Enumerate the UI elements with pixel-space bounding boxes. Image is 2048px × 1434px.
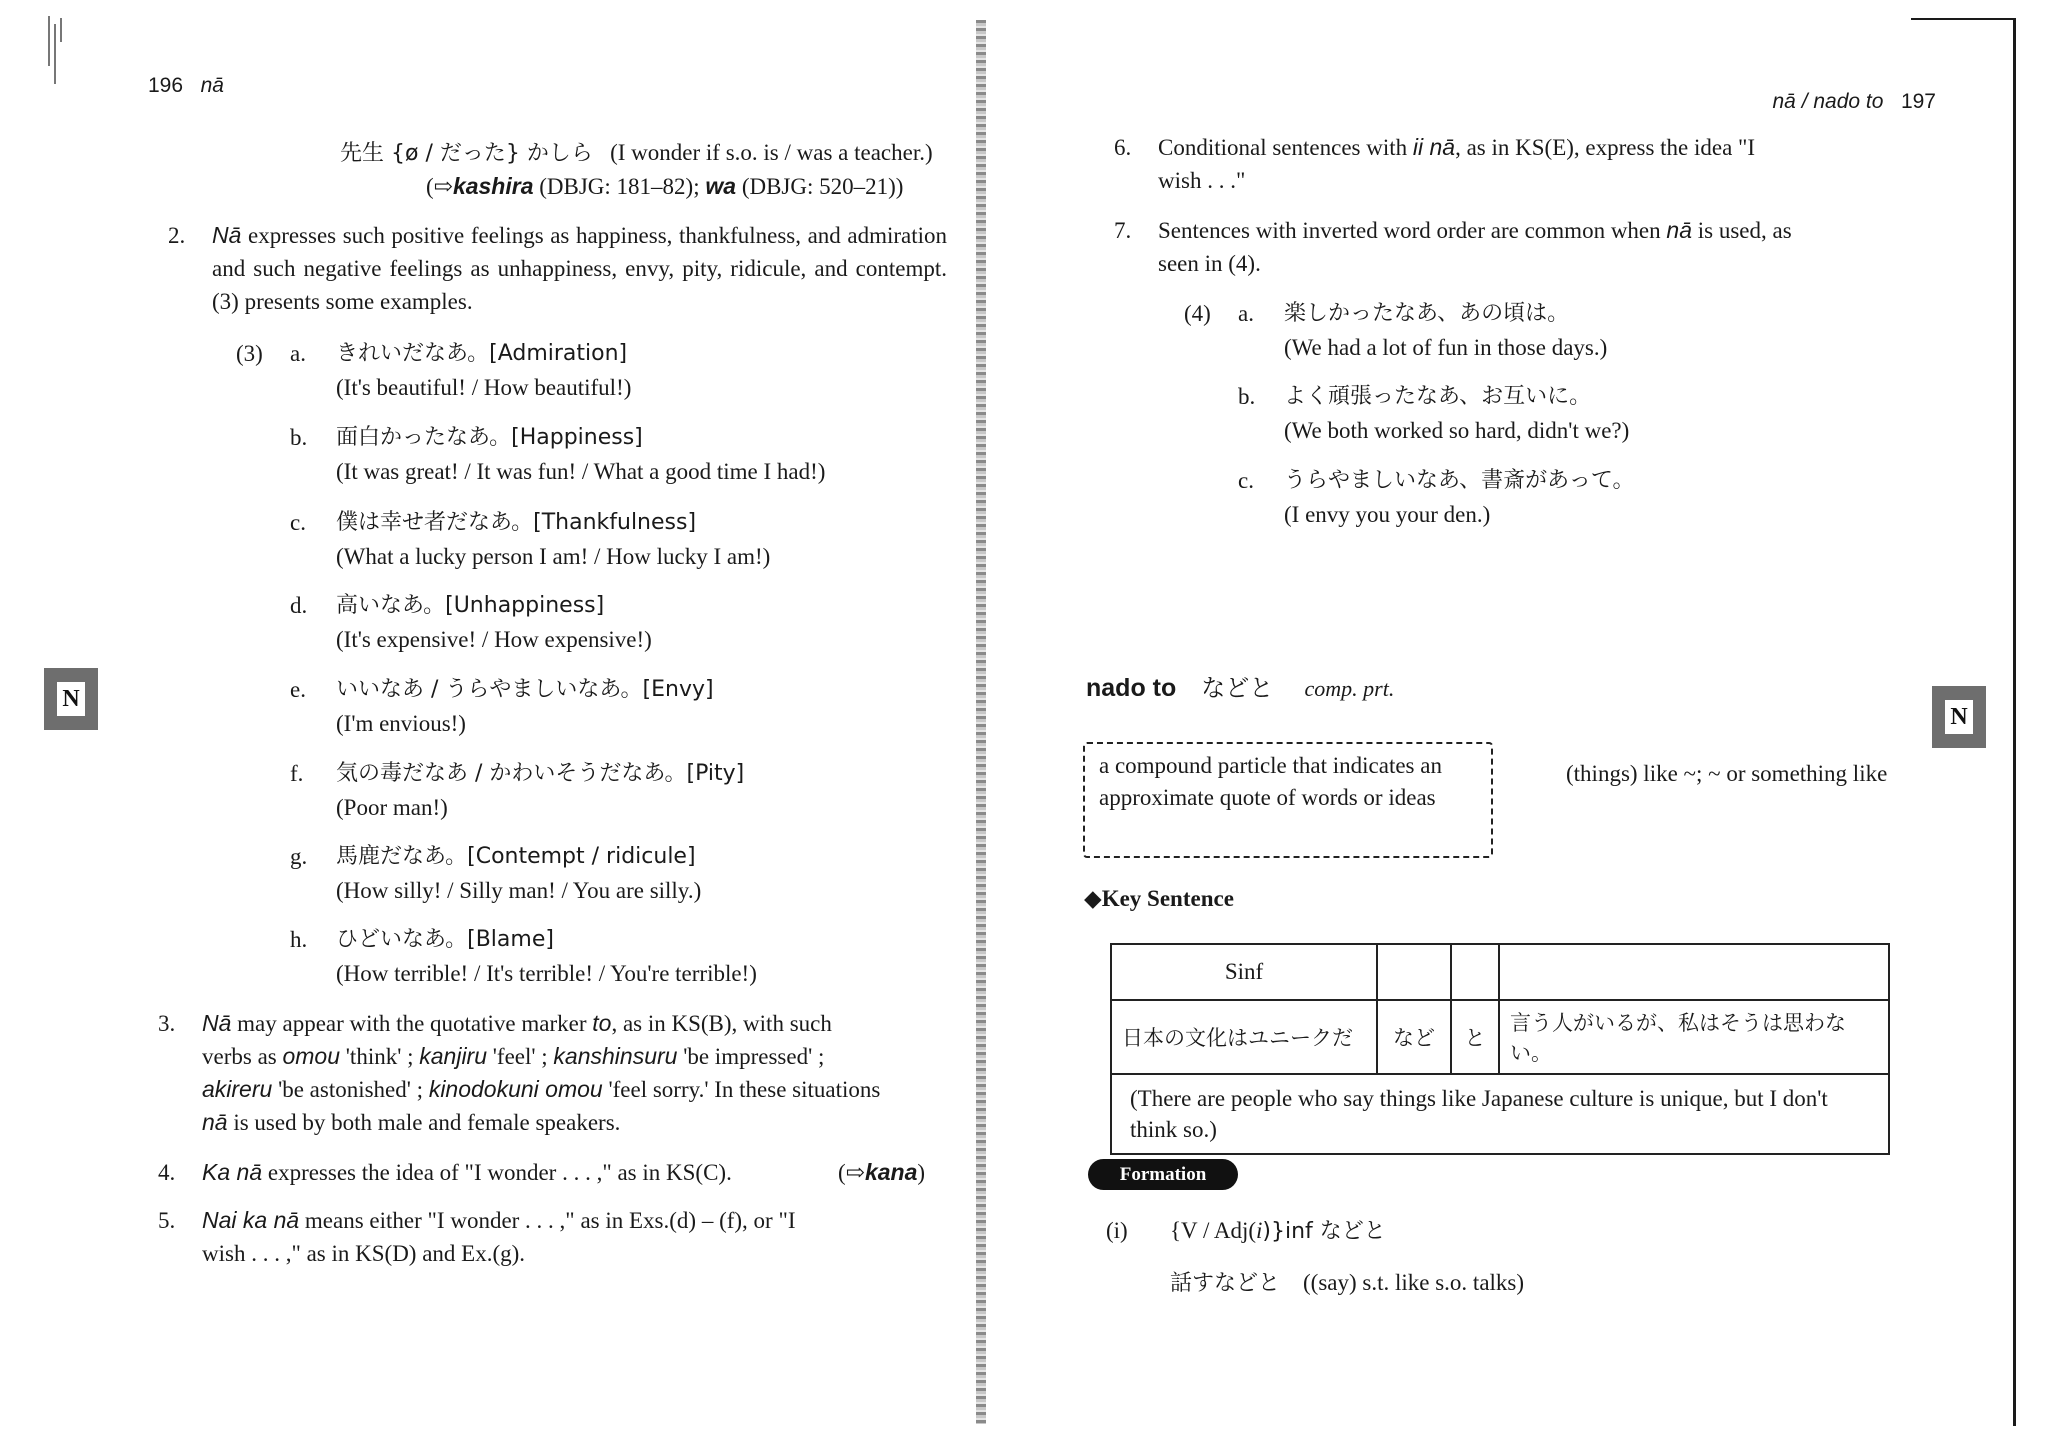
note-7-line-1: Sentences with inverted word order are common when nā is used, as (1158, 217, 1792, 243)
item-jp: うらやましいなあ、書斎があって。 (1284, 468, 1635, 493)
note-3-line-3: akireru 'be astonished' ; kinodokuni omou 'feel sorry.' In these situations (202, 1076, 881, 1102)
item-en: (What a lucky person I am! / How lucky I am!) (336, 544, 771, 569)
note-number: 5. (158, 1208, 176, 1233)
rest-cell: 言う人がいるが、私はそうは思わない。 (1499, 1000, 1889, 1074)
note-number: 7. (1114, 218, 1132, 243)
to-cell: と (1451, 1000, 1499, 1074)
note-4: Ka nā expresses the idea of "I wonder . . . ," as in KS(C). (202, 1159, 732, 1185)
page-edge-top (1911, 18, 2016, 20)
sentence-cell: 日本の文化はユニークだ (1111, 1000, 1377, 1074)
translation-cell: (There are people who say things like Japanese culture is unique, but I don't think so.) (1111, 1074, 1889, 1154)
note-3-line-1: Nā may appear with the quotative marker to, as in KS(B), with such (202, 1010, 832, 1036)
item-letter: h. (290, 927, 308, 952)
ref-kashira: kashira (452, 173, 534, 199)
item-jp: よく頑張ったなあ、お互いに。 (1284, 384, 1592, 409)
item-en: (How terrible! / It's terrible! / You're terrible!) (336, 961, 757, 986)
scan-artifact (48, 16, 64, 86)
example-label: (3) (236, 341, 263, 366)
item-jp: 楽しかったなあ、あの頃は。 (1284, 301, 1570, 326)
item-en: (Poor man!) (336, 795, 448, 820)
running-head: nā (200, 74, 224, 97)
note-number: 2. (168, 223, 186, 248)
note-3-line-4: nā is used by both male and female speakers. (202, 1109, 621, 1135)
formation-example-en: ((say) s.t. like s.o. talks) (1303, 1270, 1525, 1295)
empty-cell (1451, 944, 1499, 1000)
item-jp: ひどいなあ。[Blame] (336, 927, 554, 952)
note-5-line-2: wish . . . ," as in KS(D) and Ex.(g). (202, 1241, 526, 1266)
note-6-line-2: wish . . ." (1158, 168, 1246, 193)
book-gutter (976, 20, 986, 1424)
page-number: 196 (148, 74, 184, 97)
entry-heading (1086, 672, 1394, 705)
formation-example-jp: 話すなどと (1170, 1271, 1281, 1296)
item-letter: a. (1238, 301, 1254, 326)
item-letter: e. (290, 677, 306, 702)
page-edge-right (2013, 18, 2016, 1426)
continued-example (340, 136, 933, 170)
headword: nado to (1086, 674, 1177, 702)
nado-cell: など (1377, 1000, 1451, 1074)
item-letter: a. (290, 341, 306, 366)
example-label: (4) (1184, 301, 1211, 326)
item-en: (We had a lot of fun in those days.) (1284, 335, 1608, 360)
empty-cell (1499, 944, 1889, 1000)
item-letter: b. (1238, 384, 1256, 409)
example-jp: 先生 {ø / だった} かしら (340, 141, 593, 166)
formation-example (1170, 1266, 1524, 1300)
formation-label: Formation (1088, 1159, 1238, 1190)
page-number: 197 (1900, 90, 1936, 113)
formation-item-number: (i) (1106, 1218, 1128, 1243)
formation-pattern: {V / Adj(i)}inf などと (1170, 1218, 1386, 1244)
thumb-index-tab (44, 668, 98, 730)
item-jp: いいなあ / うらやましいなあ。[Envy] (336, 677, 714, 702)
definition-text: a compound particle that indicates an approximate quote of words or ideas (1099, 753, 1442, 810)
item-en: (How silly! / Silly man! / You are silly.) (336, 878, 702, 903)
item-jp: 気の毒だなあ / かわいそうだなあ。[Pity] (336, 761, 745, 786)
item-letter: g. (290, 844, 308, 869)
note-number: 3. (158, 1011, 176, 1036)
item-en: (It was great! / It was fun! / What a good time I had!) (336, 459, 826, 484)
tab-letter: N (57, 682, 85, 716)
item-letter: c. (1238, 468, 1254, 493)
item-jp: 馬鹿だなあ。[Contempt / ridicule] (336, 844, 696, 869)
item-en: (It's expensive! / How expensive!) (336, 627, 652, 652)
ref-wa: wa (705, 173, 737, 199)
item-en: (It's beautiful! / How beautiful!) (336, 375, 632, 400)
item-letter: c. (290, 510, 306, 535)
item-en: (We both worked so hard, didn't we?) (1284, 418, 1630, 443)
note-2 (212, 219, 947, 318)
definition-box (1083, 742, 1493, 858)
page-header (148, 74, 224, 98)
key-sentence-table (1110, 943, 1890, 1155)
running-head: nā / nado to (1772, 90, 1884, 113)
item-jp: きれいだなあ。[Admiration] (336, 341, 628, 366)
item-letter: f. (290, 761, 304, 786)
example-en: (I wonder if s.o. is / was a teacher.) (610, 140, 933, 165)
cross-reference: (⇨kashira (DBJG: 181–82); wa (DBJG: 520–21)) (426, 173, 904, 199)
note-7-line-2: seen in (4). (1158, 251, 1261, 276)
item-letter: d. (290, 593, 308, 618)
item-jp: 高いなあ。[Unhappiness] (336, 593, 605, 618)
part-of-speech: comp. prt. (1304, 676, 1395, 701)
note-number: 4. (158, 1160, 176, 1185)
headword-kana: などと (1201, 674, 1274, 702)
left-page (0, 0, 980, 1434)
empty-cell (1377, 944, 1451, 1000)
note-6-line-1: Conditional sentences with ii nā, as in KS(E), express the idea "I (1158, 134, 1756, 160)
note-number: 6. (1114, 135, 1132, 160)
note-5-line-1: Nai ka nā means either "I wonder . . . ," as in Exs.(d) – (f), or "I (202, 1207, 796, 1233)
tab-letter: N (1945, 700, 1973, 734)
item-en: (I envy you your den.) (1284, 502, 1491, 527)
note-3-line-2: verbs as omou 'think' ; kanjiru 'feel' ; kanshinsuru 'be impressed' ; (202, 1043, 825, 1069)
english-gloss: (things) like ~; ~ or something like (1566, 761, 1888, 786)
item-letter: b. (290, 425, 308, 450)
page-header (1773, 90, 1937, 114)
note-text: expresses such positive feelings as happiness, thankfulness, and admiration and such negative feelings as unhappiness, envy, pity, ridicule, and contempt. (3) presents some examples. (212, 223, 947, 314)
cross-reference: (⇨kana) (838, 1159, 926, 1185)
thumb-index-tab (1932, 686, 1986, 748)
header-cell: Sinf (1111, 944, 1377, 1000)
item-en: (I'm envious!) (336, 711, 466, 736)
note-term: Nā (212, 222, 242, 248)
item-jp: 面白かったなあ。[Happiness] (336, 425, 643, 450)
key-sentence-heading: ◆Key Sentence (1084, 886, 1234, 911)
item-jp: 僕は幸せ者だなあ。[Thankfulness] (336, 510, 697, 535)
